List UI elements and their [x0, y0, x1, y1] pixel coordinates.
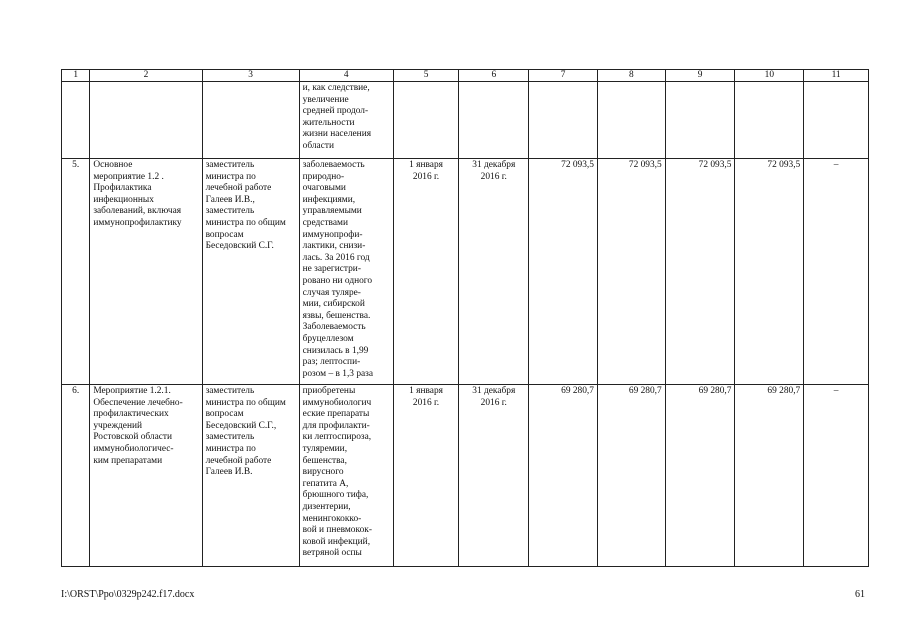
amount-cell-9: 72 093,5 — [665, 159, 735, 385]
responsible-cell: заместитель министра по общим вопросам Беседовский С.Г., заместитель министра по лечебной работе Галеев И.В. — [202, 385, 299, 567]
responsible-cell: заместитель министра по лечебной работе Галеев И.В., заместитель министра по общим вопросам Беседовский С.Г. — [202, 159, 299, 385]
empty-cell — [393, 82, 459, 159]
col-header-10: 10 — [735, 70, 804, 82]
col-header-6: 6 — [459, 70, 529, 82]
start-date-cell: 1 января 2016 г. — [393, 159, 459, 385]
row-number-cell: 6. — [62, 385, 90, 567]
empty-cell — [735, 82, 804, 159]
col-header-1: 1 — [62, 70, 90, 82]
column-11-cell: – — [804, 159, 869, 385]
table-row — [62, 385, 869, 567]
measure-cell: Основное мероприятие 1.2 . Профилактика инфекционных заболеваний, включая иммунопрофилактику — [90, 159, 202, 385]
empty-cell — [202, 82, 299, 159]
empty-cell — [90, 82, 202, 159]
col-header-4: 4 — [299, 70, 393, 82]
page-number: 61 — [855, 589, 865, 600]
result-cell: приобретены иммунобиологич еские препараты для профилакти- ки лептоспироза, туляремии, бешенства, вирусного гепатита А, брюшного тифа, дизентерии, менингококко- вой и пневмокок- ковой инфекций, ветряной оспы — [299, 385, 393, 567]
table-row-continuation — [62, 82, 869, 159]
end-date-cell: 31 декабря 2016 г. — [459, 385, 529, 567]
empty-cell — [62, 82, 90, 159]
end-date-cell: 31 декабря 2016 г. — [459, 159, 529, 385]
amount-cell-8: 69 280,7 — [597, 385, 665, 567]
col-header-11: 11 — [804, 70, 869, 82]
header-row — [62, 70, 869, 82]
result-cell: и, как следствие, увеличение средней продол- жительности жизни населения области — [299, 82, 393, 159]
table-row — [62, 159, 869, 385]
col-header-9: 9 — [665, 70, 735, 82]
col-header-3: 3 — [202, 70, 299, 82]
amount-cell-7: 69 280,7 — [529, 385, 598, 567]
footer-file-path: I:\ORST\Ppo\0329p242.f17.docx — [61, 589, 195, 600]
col-header-5: 5 — [393, 70, 459, 82]
amount-cell-10: 72 093,5 — [735, 159, 804, 385]
row-number-cell: 5. — [62, 159, 90, 385]
result-cell: заболеваемость природно- очаговыми инфекциями, управляемыми средствами иммунопрофи- лактики, снизи- лась. За 2016 год не зарегистри- ровано ни одного случая туляре- мии, сибирской язвы, бешенства. Заболеваемость бруцеллезом снизилась в 1,99 раз; лептоспи- розом – в 1,3 раза — [299, 159, 393, 385]
amount-cell-9: 69 280,7 — [665, 385, 735, 567]
amount-cell-7: 72 093,5 — [529, 159, 598, 385]
start-date-cell: 1 января 2016 г. — [393, 385, 459, 567]
empty-cell — [804, 82, 869, 159]
measure-cell: Мероприятие 1.2.1. Обеспечение лечебно- профилактических учреждений Ростовской области иммунобиологичес- ким препаратами — [90, 385, 202, 567]
column-11-cell: – — [804, 385, 869, 567]
col-header-7: 7 — [529, 70, 598, 82]
empty-cell — [459, 82, 529, 159]
amount-cell-10: 69 280,7 — [735, 385, 804, 567]
amount-cell-8: 72 093,5 — [597, 159, 665, 385]
col-header-8: 8 — [597, 70, 665, 82]
col-header-2: 2 — [90, 70, 202, 82]
empty-cell — [529, 82, 598, 159]
report-table — [61, 69, 869, 567]
empty-cell — [597, 82, 665, 159]
empty-cell — [665, 82, 735, 159]
